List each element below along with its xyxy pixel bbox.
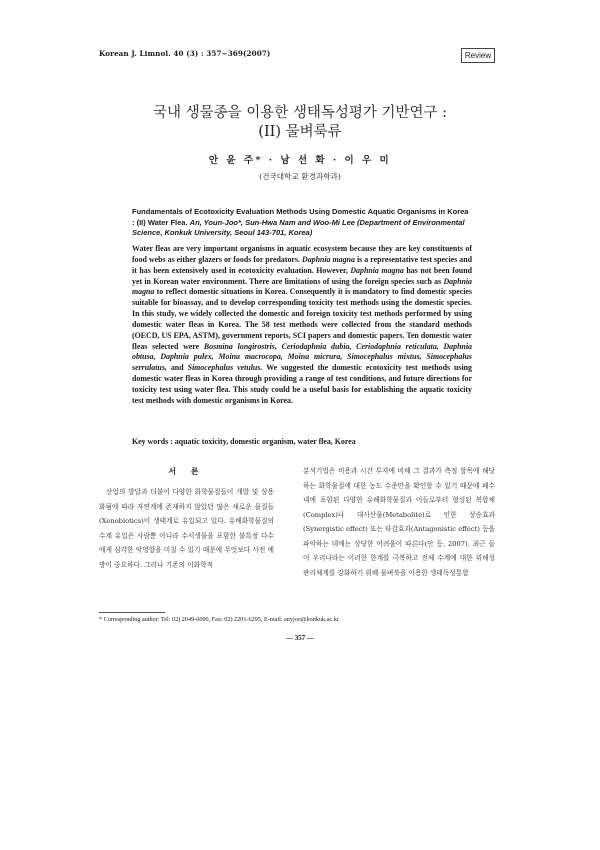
journal-citation: Korean J. Limnol. 40 (3) : 357~369(2007) [99, 49, 271, 58]
species-name: Daphnia magna [302, 254, 355, 264]
abstract-text: has not been found yet in Korean water environment. There are limitations of using the foreign species such as [132, 265, 472, 286]
english-title [132, 207, 472, 239]
body-column-left: 산업의 발달과 더불어 다양한 화학물질들이 개발 및 상용화됨에 따라 자연계에 존재하지 않았던 많은 새로운 물질들(Xenobiotics)이 생태계로 유입되고 있다. 유해화학물질의 수계 유입은 사람뿐 아니라 수서생물을 포함한 불특정 다수에게 심각한 악영향을 미칠 수 있기 때문에 무엇보다 사전 예방이 중요하다. 그러나 기존의 이화학적 [99, 488, 274, 569]
english-title-text: Fundamentals of Ecotoxicity Evaluation Methods Using Domestic Aquatic Organisms in Korea : (II) Water Flea. [132, 207, 469, 227]
corresponding-author-footnote: * Corresponding author: Tel: 02) 2049-6090, Fax: 02) 2201-6295, E-mail: anyjoo@konkuk.ac.kr [99, 616, 339, 623]
footnote-divider [99, 612, 165, 613]
keywords: Key words : aquatic toxicity, domestic organism, water flea, Korea [132, 437, 356, 446]
abstract-text: Water fleas are very important organisms in aquatic ecosystem because they are key constituents of food webs as either glazers or foods for predators. [132, 244, 472, 264]
species-name: Daphnia magna [350, 265, 404, 275]
title-line-1: 국내 생물종을 이용한 생태독성평가 기반연구 : [152, 105, 448, 121]
body-column-right: 분석기법은 비용과 시간 투자에 비해 그 결과가 측정 항목에 해당하는 화학물질에 대한 농도 수준만을 확인할 수 있기 때문에 폐수 내에 포함된 다양한 유해화학물질과 이들로부터 형성된 복합체(Complex)나 대사산물(Metabolite)로 인한 상승효과(Synergistic effect) 또는 타감효과(Antagonistic effect) 등을 파악하는 데에는 상당한 어려움이 따른다(안 등, 2007). 최근 들어 우리나라는 이러한 한계를 극복하고 전체 수계에 대한 위해성 관리체계를 강화하기 위해 물벼룩을 이용한 생태독성통합 [303, 467, 495, 577]
review-badge: Review [461, 48, 495, 63]
affiliation: (건국대학교 환경과학과) [259, 172, 341, 181]
page-number: — 357 — [286, 634, 314, 642]
abstract-text: We suggested the domestic ecotoxicity test methods using domestic water fleas in Korea through providing a range of test conditions, and future directions for toxicity test using water flea. This study could be a useful basis for establishing the aquatic toxicity test methods with domestic organisms in Korea. [132, 363, 473, 405]
species-name: Simocephalus vetulus. [187, 363, 263, 373]
species-list: Bosmina longirostris, Ceriodaphnia dubia, Ceriodaphnia reticulata, Daphnia obtusa, Daphnia pulex, Moina macrocopa, Moina micrura, Simocephalus mixtus, Simocephalus serrulatus, [132, 341, 472, 373]
abstract-text: to reflect domestic situations in Korea. Consequently it is mandatory to find domestic species suitable for bioassay, and to develop corresponding toxicity test methods using the domestic species. In this study, we widely collected the domestic and foreign toxicity test methods performed by using domestic water fleas in Korea. The 58 test methods were collected from the standard methods (OECD, US EPA, ASTM), government reports, SCI papers and domestic papers. Ten domestic water fleas selected were [132, 287, 472, 351]
abstract-text: is a representative test species and it has been extensively used in ecotoxicity evaluation. However, [132, 254, 472, 275]
abstract-text: and [170, 363, 184, 373]
english-authors: An, Youn-Joo*, Sun-Hwa Nam and Woo-Mi Lee (Department of Environmental Science, Konkuk University, Seoul 143-701, Korea) [132, 217, 465, 238]
author-list: 안 윤 주* · 남 선 화 · 이 우 미 [208, 155, 392, 166]
title-line-2: (II) 물벼룩류 [258, 124, 342, 140]
species-name: Daphnia magna [132, 276, 472, 297]
section-heading-introduction: 서 론 [168, 466, 205, 476]
paper-title [100, 104, 500, 142]
abstract [132, 244, 472, 407]
